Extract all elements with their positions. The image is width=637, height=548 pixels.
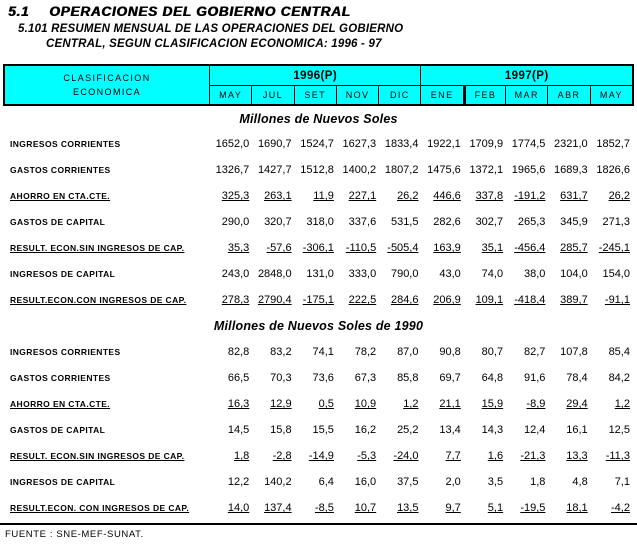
cell-value: 1427,7	[257, 164, 292, 176]
cell-value: 1689,3	[554, 164, 588, 176]
cell-value: 284,6	[390, 294, 419, 306]
title-text: OPERACIONES DEL GOBIERNO CENTRAL	[49, 4, 351, 19]
cell-value: 10,7	[354, 502, 377, 514]
cell-value: 1,2	[403, 398, 419, 410]
cell-value: 43,0	[439, 268, 461, 280]
cell-value: 12,4	[523, 424, 546, 436]
row-label: GASTOS DE CAPITAL	[10, 425, 106, 435]
cell-value: 337,6	[348, 216, 377, 228]
table-row	[3, 183, 634, 209]
header-year-1997: 1997(P)	[420, 66, 632, 85]
cell-value: 163,9	[433, 242, 461, 254]
cell-value: 91,6	[523, 372, 546, 384]
cell-value: 35,3	[227, 242, 250, 254]
header-month: DIC	[378, 85, 420, 104]
cell-value: 285,7	[560, 242, 588, 254]
cell-value: 1,2	[614, 398, 630, 410]
section-nuevos-soles	[0, 106, 637, 313]
cell-value: 631,7	[560, 190, 588, 202]
table-row	[3, 209, 634, 235]
row-label: RESULT.ECON.CON INGRESOS DE CAP.	[10, 295, 187, 305]
cell-value: -306,1	[302, 242, 334, 254]
cell-value: 16,2	[354, 424, 377, 436]
cell-value: 2790,4	[257, 294, 292, 306]
cell-value: 12,5	[608, 424, 630, 436]
cell-value: -110,5	[345, 242, 377, 254]
cell-value: -8,5	[314, 502, 334, 514]
cell-value: 70,3	[270, 372, 292, 384]
header-classification-line1: CLASIFICACION	[63, 73, 151, 83]
cell-value: 1524,7	[300, 138, 334, 150]
cell-value: 9,7	[445, 502, 461, 514]
cell-value: 1,8	[530, 476, 546, 488]
row-label: INGRESOS DE CAPITAL	[10, 269, 116, 279]
cell-value: 2848,0	[257, 268, 292, 280]
row-label: INGRESOS DE CAPITAL	[10, 477, 116, 487]
cell-value: -91,1	[604, 294, 630, 306]
cell-value: 1372,1	[469, 164, 504, 176]
row-label: GASTOS DE CAPITAL	[10, 217, 106, 227]
cell-value: 74,0	[481, 268, 504, 280]
section-number: 5.1	[8, 4, 30, 19]
cell-value: 13,5	[397, 502, 419, 514]
cell-value: 0,5	[318, 398, 334, 410]
cell-value: 107,8	[560, 346, 588, 358]
cell-value: 14,3	[481, 424, 504, 436]
cell-value: 104,0	[560, 268, 588, 280]
cell-value: 3,5	[487, 476, 504, 488]
table-row	[3, 235, 634, 261]
cell-value: 15,8	[270, 424, 292, 436]
footer-divider	[0, 523, 637, 525]
table-row	[3, 443, 634, 469]
cell-value: 140,2	[264, 476, 292, 488]
cell-value: -14,9	[308, 450, 334, 462]
cell-value: 83,2	[270, 346, 292, 358]
header-classification-cell	[5, 66, 209, 104]
cell-value: -505,4	[387, 242, 419, 254]
cell-value: 531,5	[390, 216, 419, 228]
section-rows	[0, 131, 637, 313]
cell-value: -175,1	[302, 294, 334, 306]
row-label: AHORRO EN CTA.CTE.	[10, 191, 111, 201]
cell-value: 790,0	[390, 268, 419, 280]
header-month: SET	[294, 85, 336, 104]
cell-value: 73,6	[312, 372, 334, 384]
cell-value: 137,4	[264, 502, 292, 514]
cell-value: 2,0	[445, 476, 461, 488]
cell-value: 318,0	[306, 216, 334, 228]
cell-value: 290,0	[221, 216, 250, 228]
table-row	[3, 469, 634, 495]
cell-value: 1826,6	[596, 164, 630, 176]
header-year-1996: 1996(P)	[209, 66, 420, 85]
cell-value: 16,1	[566, 424, 588, 436]
row-label: INGRESOS CORRIENTES	[10, 347, 121, 357]
cell-value: 21,1	[439, 398, 461, 410]
cell-value: 84,2	[608, 372, 630, 384]
section-title: Millones de Nuevos Soles de 1990	[213, 319, 424, 333]
cell-value: 80,7	[481, 346, 504, 358]
cell-value: 7,1	[614, 476, 630, 488]
cell-value: 1774,5	[511, 138, 546, 150]
cell-value: 15,5	[312, 424, 334, 436]
cell-value: 1833,4	[384, 138, 419, 150]
header-classification-line2: ECONOMICA	[72, 87, 142, 97]
cell-value: 345,9	[560, 216, 588, 228]
cell-value: -57,6	[266, 242, 292, 254]
table-row	[3, 287, 634, 313]
table-row	[3, 365, 634, 391]
cell-value: -24,0	[393, 450, 419, 462]
cell-value: 222,5	[348, 294, 377, 306]
cell-value: 16,3	[227, 398, 250, 410]
cell-value: 302,7	[475, 216, 504, 228]
cell-value: 1922,1	[427, 138, 461, 150]
cell-value: 16,0	[354, 476, 377, 488]
cell-value: 37,5	[397, 476, 419, 488]
header-month: NOV	[336, 85, 378, 104]
header-month: FEB	[463, 85, 505, 104]
table-row	[3, 157, 634, 183]
cell-value: 4,8	[572, 476, 588, 488]
cell-value: -2,8	[272, 450, 292, 462]
cell-value: 90,8	[439, 346, 461, 358]
cell-value: 1,6	[487, 450, 504, 462]
row-label: RESULT.ECON. CON INGRESOS DE CAP.	[10, 503, 190, 513]
cell-value: -418,4	[514, 294, 546, 306]
row-label: AHORRO EN CTA.CTE.	[10, 399, 111, 409]
cell-value: 265,3	[517, 216, 546, 228]
cell-value: 243,0	[221, 268, 250, 280]
header-month: ENE	[420, 85, 462, 104]
cell-value: 320,7	[264, 216, 292, 228]
cell-value: -11,3	[605, 450, 630, 462]
cell-value: 78,2	[354, 346, 377, 358]
cell-value: 271,3	[602, 216, 630, 228]
cell-value: 78,4	[566, 372, 588, 384]
cell-value: 1,8	[234, 450, 250, 462]
cell-value: 1652,0	[215, 138, 250, 150]
cell-value: 5,1	[487, 502, 504, 514]
cell-value: -5,3	[357, 450, 377, 462]
row-label: RESULT. ECON.SIN INGRESOS DE CAP.	[10, 243, 185, 253]
table-row	[3, 131, 634, 157]
source-note: FUENTE : SNE-MEF-SUNAT.	[5, 529, 144, 540]
row-label: GASTOS CORRIENTES	[10, 373, 111, 383]
header-month: MAR	[505, 85, 547, 104]
section-nuevos-soles-1990	[0, 313, 637, 521]
header-month: JUL	[251, 85, 293, 104]
cell-value: 35,1	[481, 242, 504, 254]
cell-value: 337,8	[475, 190, 504, 202]
cell-value: -21,3	[520, 450, 546, 462]
table-row	[3, 261, 634, 287]
table-row	[3, 339, 634, 365]
cell-value: 26,2	[397, 190, 419, 202]
cell-value: 25,2	[397, 424, 419, 436]
cell-value: 13,4	[439, 424, 461, 436]
cell-value: 282,6	[433, 216, 461, 228]
cell-value: 131,0	[306, 268, 334, 280]
cell-value: 66,5	[227, 372, 250, 384]
cell-value: -8,9	[526, 398, 546, 410]
header-month: MAY	[209, 85, 251, 104]
cell-value: 333,0	[348, 268, 377, 280]
cell-value: 14,0	[227, 502, 250, 514]
cell-value: -4,2	[611, 502, 630, 514]
cell-value: 10,9	[354, 398, 377, 410]
cell-value: 1400,2	[342, 164, 377, 176]
cell-value: 1965,6	[511, 164, 546, 176]
cell-value: 278,3	[221, 294, 250, 306]
cell-value: 11,9	[313, 190, 334, 202]
section-rows	[0, 339, 637, 521]
cell-value: -245,1	[598, 242, 630, 254]
cell-value: 29,4	[566, 398, 588, 410]
cell-value: -19,5	[520, 502, 546, 514]
cell-value: 446,6	[433, 190, 461, 202]
cell-value: 1690,7	[257, 138, 292, 150]
table-row	[3, 417, 634, 443]
cell-value: 69,7	[439, 372, 461, 384]
cell-value: 82,8	[227, 346, 250, 358]
cell-value: 1326,7	[215, 164, 250, 176]
table-subtitle-line1: 5.101 RESUMEN MENSUAL DE LAS OPERACIONES DEL GOBIERNO	[18, 23, 404, 35]
header-month: MAY	[590, 85, 632, 104]
cell-value: 74,1	[312, 346, 334, 358]
table-subtitle-line2: CENTRAL, SEGUN CLASIFICACION ECONOMICA: 1996 - 97	[46, 38, 382, 50]
cell-value: 1627,3	[342, 138, 377, 150]
page-title	[8, 4, 637, 20]
cell-value: 87,0	[397, 346, 419, 358]
cell-value: 14,5	[227, 424, 250, 436]
cell-value: 12,9	[270, 398, 292, 410]
cell-value: 389,7	[560, 294, 588, 306]
cell-value: 109,1	[475, 294, 504, 306]
cell-value: 38,0	[523, 268, 546, 280]
table-row	[3, 391, 634, 417]
table-row	[3, 495, 634, 521]
cell-value: 2321,0	[554, 138, 588, 150]
cell-value: 1709,9	[469, 138, 504, 150]
cell-value: 154,0	[602, 268, 630, 280]
cell-value: 64,8	[481, 372, 504, 384]
cell-value: 12,2	[227, 476, 250, 488]
section-title: Millones de Nuevos Soles	[239, 111, 398, 126]
cell-value: 325,3	[221, 190, 250, 202]
row-label: GASTOS CORRIENTES	[10, 165, 111, 175]
row-label: INGRESOS CORRIENTES	[10, 139, 121, 149]
cell-value: 15,9	[481, 398, 504, 410]
cell-value: 13,3	[566, 450, 588, 462]
cell-value: 1475,6	[427, 164, 461, 176]
cell-value: -191,2	[514, 190, 546, 202]
cell-value: 85,4	[608, 346, 630, 358]
table-header	[3, 64, 634, 106]
cell-value: 7,7	[445, 450, 461, 462]
cell-value: 1807,2	[384, 164, 419, 176]
cell-value: 67,3	[354, 372, 377, 384]
cell-value: -456,4	[514, 242, 546, 254]
cell-value: 1852,7	[596, 138, 630, 150]
cell-value: 263,1	[264, 190, 292, 202]
cell-value: 227,1	[348, 190, 377, 202]
cell-value: 206,9	[433, 294, 461, 306]
cell-value: 18,1	[566, 502, 588, 514]
cell-value: 1512,8	[300, 164, 334, 176]
header-month: ABR	[547, 85, 589, 104]
cell-value: 26,2	[608, 190, 630, 202]
cell-value: 82,7	[523, 346, 546, 358]
row-label: RESULT. ECON.SIN INGRESOS DE CAP.	[10, 451, 185, 461]
cell-value: 6,4	[318, 476, 334, 488]
cell-value: 85,8	[397, 372, 419, 384]
